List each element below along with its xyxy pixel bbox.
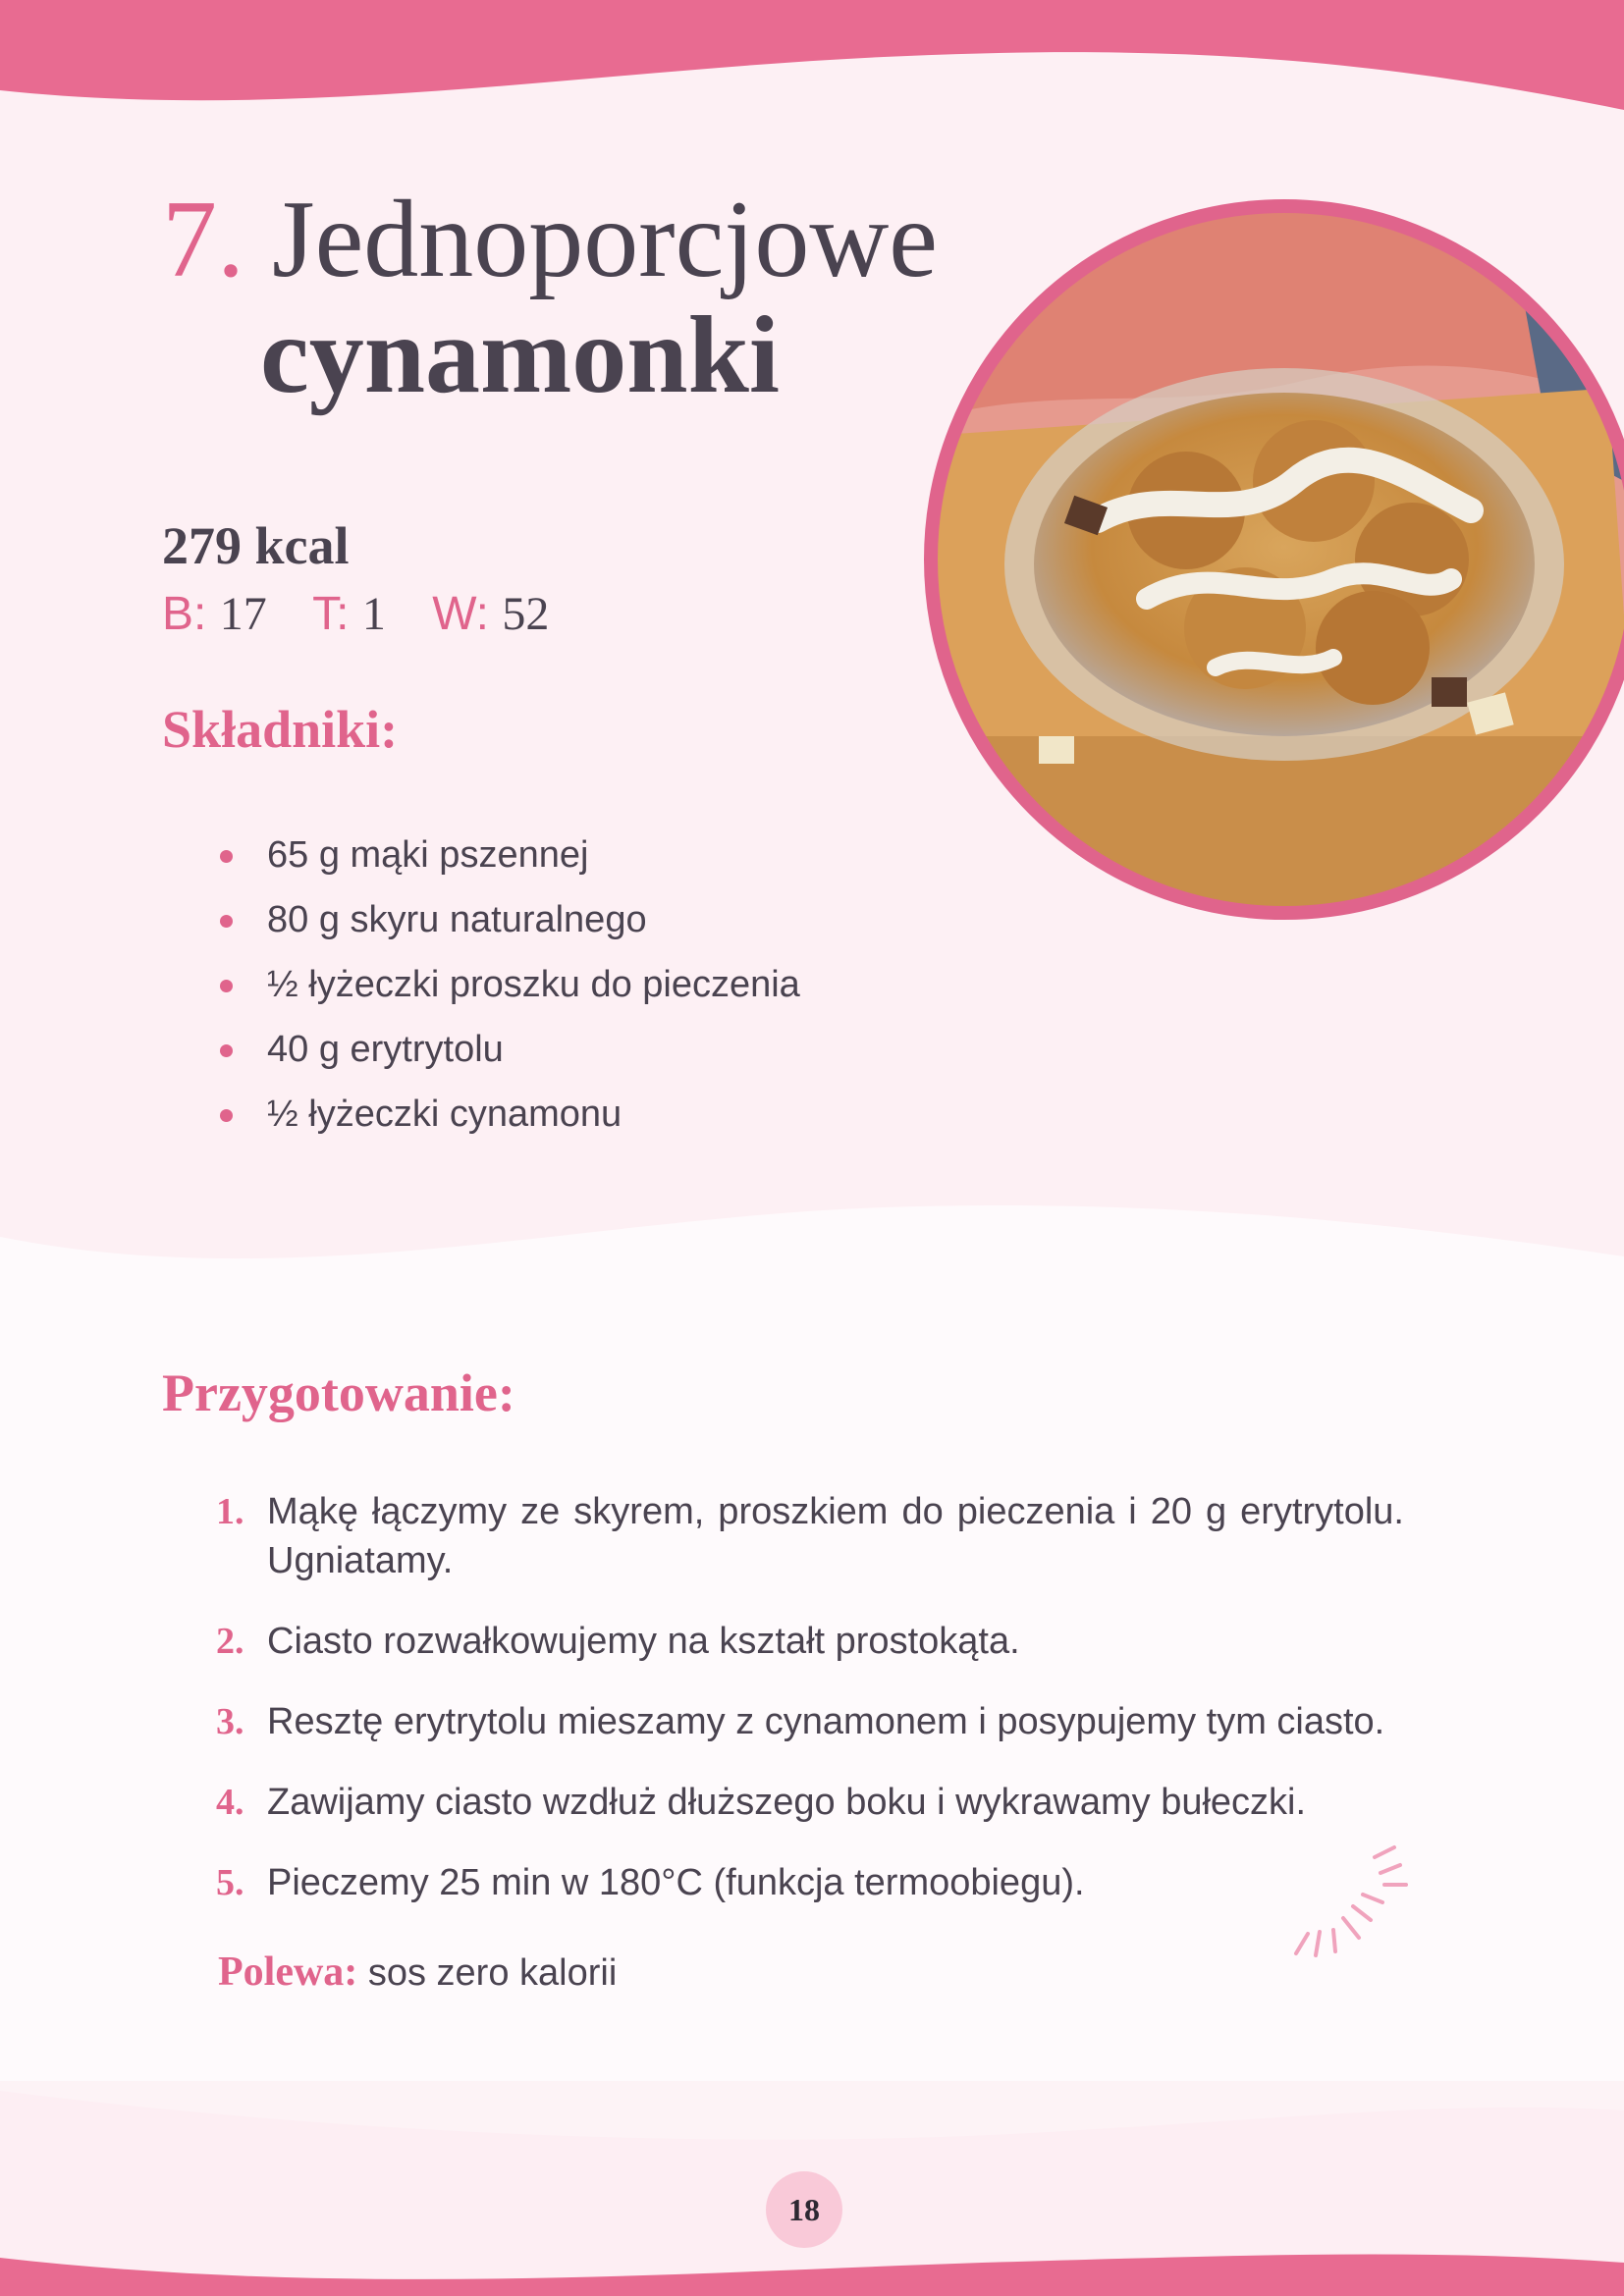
step-item <box>216 1617 1404 1666</box>
step-text: Zawijamy ciasto wzdłuż dłuższego boku i wykrawamy bułeczki. <box>267 1782 1307 1823</box>
sparkle-decoration-icon <box>1276 1836 1424 1963</box>
bullet-icon <box>220 1044 233 1057</box>
step-text: Pieczemy 25 min w 180°C (funkcja termoobiegu). <box>267 1862 1085 1903</box>
recipe-title <box>162 179 939 416</box>
ingredient-item <box>216 1025 800 1090</box>
step-item <box>216 1858 1404 1907</box>
step-item <box>216 1487 1404 1585</box>
bullet-icon <box>220 850 233 863</box>
recipe-title-line2: cynamonki <box>260 294 780 416</box>
macro-carbs-value: 52 <box>502 588 550 640</box>
step-number: 5. <box>216 1862 244 1903</box>
step-number: 3. <box>216 1701 244 1742</box>
middle-wave-divider <box>0 1198 1624 1306</box>
macro-protein-label: B: <box>162 588 207 640</box>
ingredient-item <box>216 1090 800 1154</box>
step-number: 4. <box>216 1782 244 1823</box>
step-item <box>216 1778 1404 1827</box>
glaze-label: Polewa: <box>218 1949 358 1995</box>
calories: 279 kcal <box>162 516 350 575</box>
recipe-photo <box>921 187 1624 933</box>
recipe-number: 7. <box>162 179 244 300</box>
page-number: 18 <box>766 2171 842 2248</box>
bullet-icon <box>220 915 233 928</box>
step-number: 2. <box>216 1621 244 1662</box>
ingredients-heading: Składniki: <box>162 700 399 759</box>
ingredient-text: ½ łyżeczki cynamonu <box>267 1094 623 1135</box>
step-text: Resztę erytrytolu mieszamy z cynamonem i posypujemy tym ciasto. <box>267 1701 1385 1742</box>
step-text: Ciasto rozwałkowujemy na kształt prostokąta. <box>267 1621 1020 1662</box>
ingredient-text: 65 g mąki pszennej <box>267 834 589 876</box>
macro-fat-value: 1 <box>361 588 386 640</box>
preparation-heading: Przygotowanie: <box>162 1363 515 1422</box>
top-wave-band <box>0 0 1624 128</box>
ingredient-text: 80 g skyru naturalnego <box>267 899 647 940</box>
glaze-note <box>218 1949 617 1996</box>
ingredient-item <box>216 895 800 960</box>
ingredient-item <box>216 960 800 1025</box>
macro-protein-value: 17 <box>219 588 267 640</box>
preparation-steps <box>216 1487 1404 1939</box>
macros <box>162 587 582 641</box>
step-text: Mąkę łączymy ze skyrem, proszkiem do pieczenia i 20 g erytrytolu. Ugniatamy. <box>267 1491 1404 1581</box>
bullet-icon <box>220 980 233 992</box>
recipe-title-line1: Jednoporcjowe <box>272 179 939 300</box>
ingredient-text: 40 g erytrytolu <box>267 1029 504 1070</box>
bullet-icon <box>220 1109 233 1122</box>
ingredient-text: ½ łyżeczki proszku do pieczenia <box>267 964 800 1005</box>
ingredient-item <box>216 830 800 895</box>
step-number: 1. <box>216 1491 244 1532</box>
macro-fat-label: T: <box>312 588 350 640</box>
macro-carbs-label: W: <box>432 588 489 640</box>
step-item <box>216 1697 1404 1746</box>
glaze-text: sos zero kalorii <box>367 1952 618 1994</box>
ingredients-list <box>216 830 800 1154</box>
